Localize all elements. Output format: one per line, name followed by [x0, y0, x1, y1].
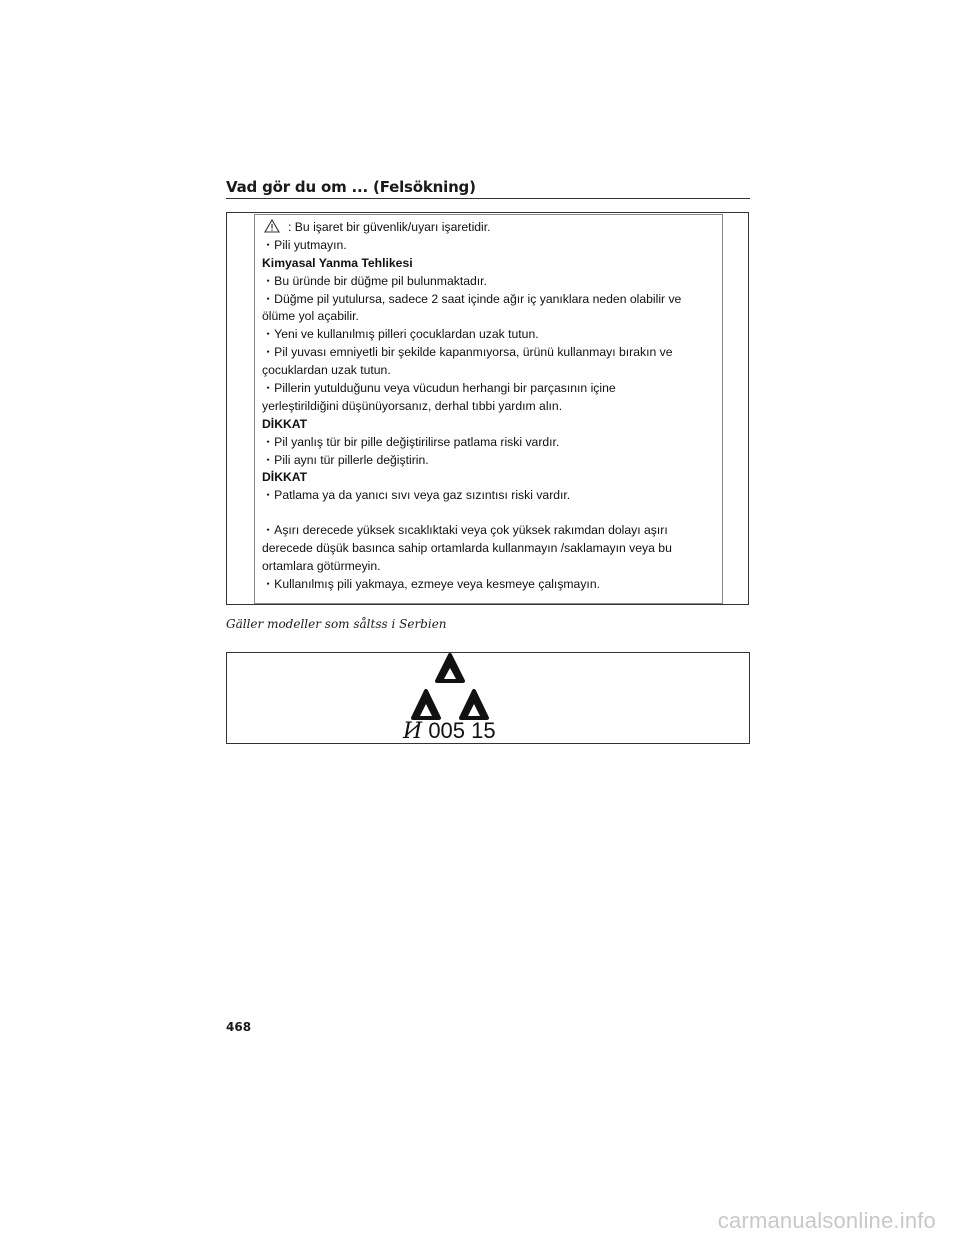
serbia-caption: Gäller modeller som såltss i Serbien: [226, 617, 447, 631]
warning-line: ・Aşırı derecede yüksek sıcaklıktaki veya çok yüksek rakımdan dolayı aşırı: [262, 523, 668, 538]
watermark: carmanualsonline.info: [717, 1208, 936, 1233]
warning-line: ・Pili yutmayın.: [262, 237, 347, 252]
warning-lines: [262, 237, 722, 594]
warning-line: ・Pillerin yutulduğunu veya vücudun herhangi bir parçasının içine: [262, 381, 616, 396]
certificate-code: [403, 719, 496, 744]
warning-line: ölüme yol açabilir.: [262, 309, 359, 324]
header-divider: [226, 198, 750, 199]
warning-line: ortamlara götürmeyin.: [262, 559, 381, 574]
page-number: 468: [226, 1020, 252, 1034]
warning-line: ・Yeni ve kullanılmış pilleri çocuklardan uzak tutun.: [262, 327, 539, 342]
warning-line: ・Patlama ya da yanıcı sıvı veya gaz sızıntısı riski vardır.: [262, 488, 571, 503]
warning-line: ・Pil yanlış tür bir pille değiştirilirse patlama riski vardır.: [262, 434, 560, 449]
warning-line: [262, 505, 722, 522]
warning-line: ・Kullanılmış pili yakmaya, ezmeye veya kesmeye çalışmayın.: [262, 576, 600, 591]
warning-line: çocuklardan uzak tutun.: [262, 363, 391, 378]
warning-line: ・Bu üründe bir düğme pil bulunmaktadır.: [262, 273, 487, 288]
warning-line: ・Pili aynı tür pillerle değiştirin.: [262, 452, 429, 467]
warning-heading: Kimyasal Yanma Tehlikesi: [262, 255, 413, 270]
warning-heading: DİKKAT: [262, 416, 308, 431]
warning-symbol-text: : Bu işaret bir güvenlik/uyarı işaretidir.: [288, 220, 491, 234]
warning-triangle-icon: [264, 219, 280, 233]
warning-line: ・Düğme pil yutulursa, sadece 2 saat içinde ağır iç yanıklara neden olabilir ve: [262, 291, 682, 306]
warning-line: ・Pil yuvası emniyetli bir şekilde kapanmıyorsa, ürünü kullanmayı bırakın ve: [262, 345, 673, 360]
warning-line: yerleştirildiğini düşünüyorsanız, derhal tıbbi yardım alın.: [262, 398, 563, 413]
cert-number: 005 15: [428, 718, 496, 743]
serbian-conformity-mark-icon: [400, 653, 500, 721]
warning-heading: DİKKAT: [262, 470, 308, 485]
cert-prefix: И: [403, 719, 423, 744]
battery-warning-box: [254, 214, 723, 604]
warning-symbol-line: [262, 219, 722, 237]
section-title: Vad gör du om ... (Felsökning): [226, 178, 476, 196]
warning-line: derecede düşük basınca sahip ortamlarda kullanmayın /saklamayın veya bu: [262, 541, 672, 556]
